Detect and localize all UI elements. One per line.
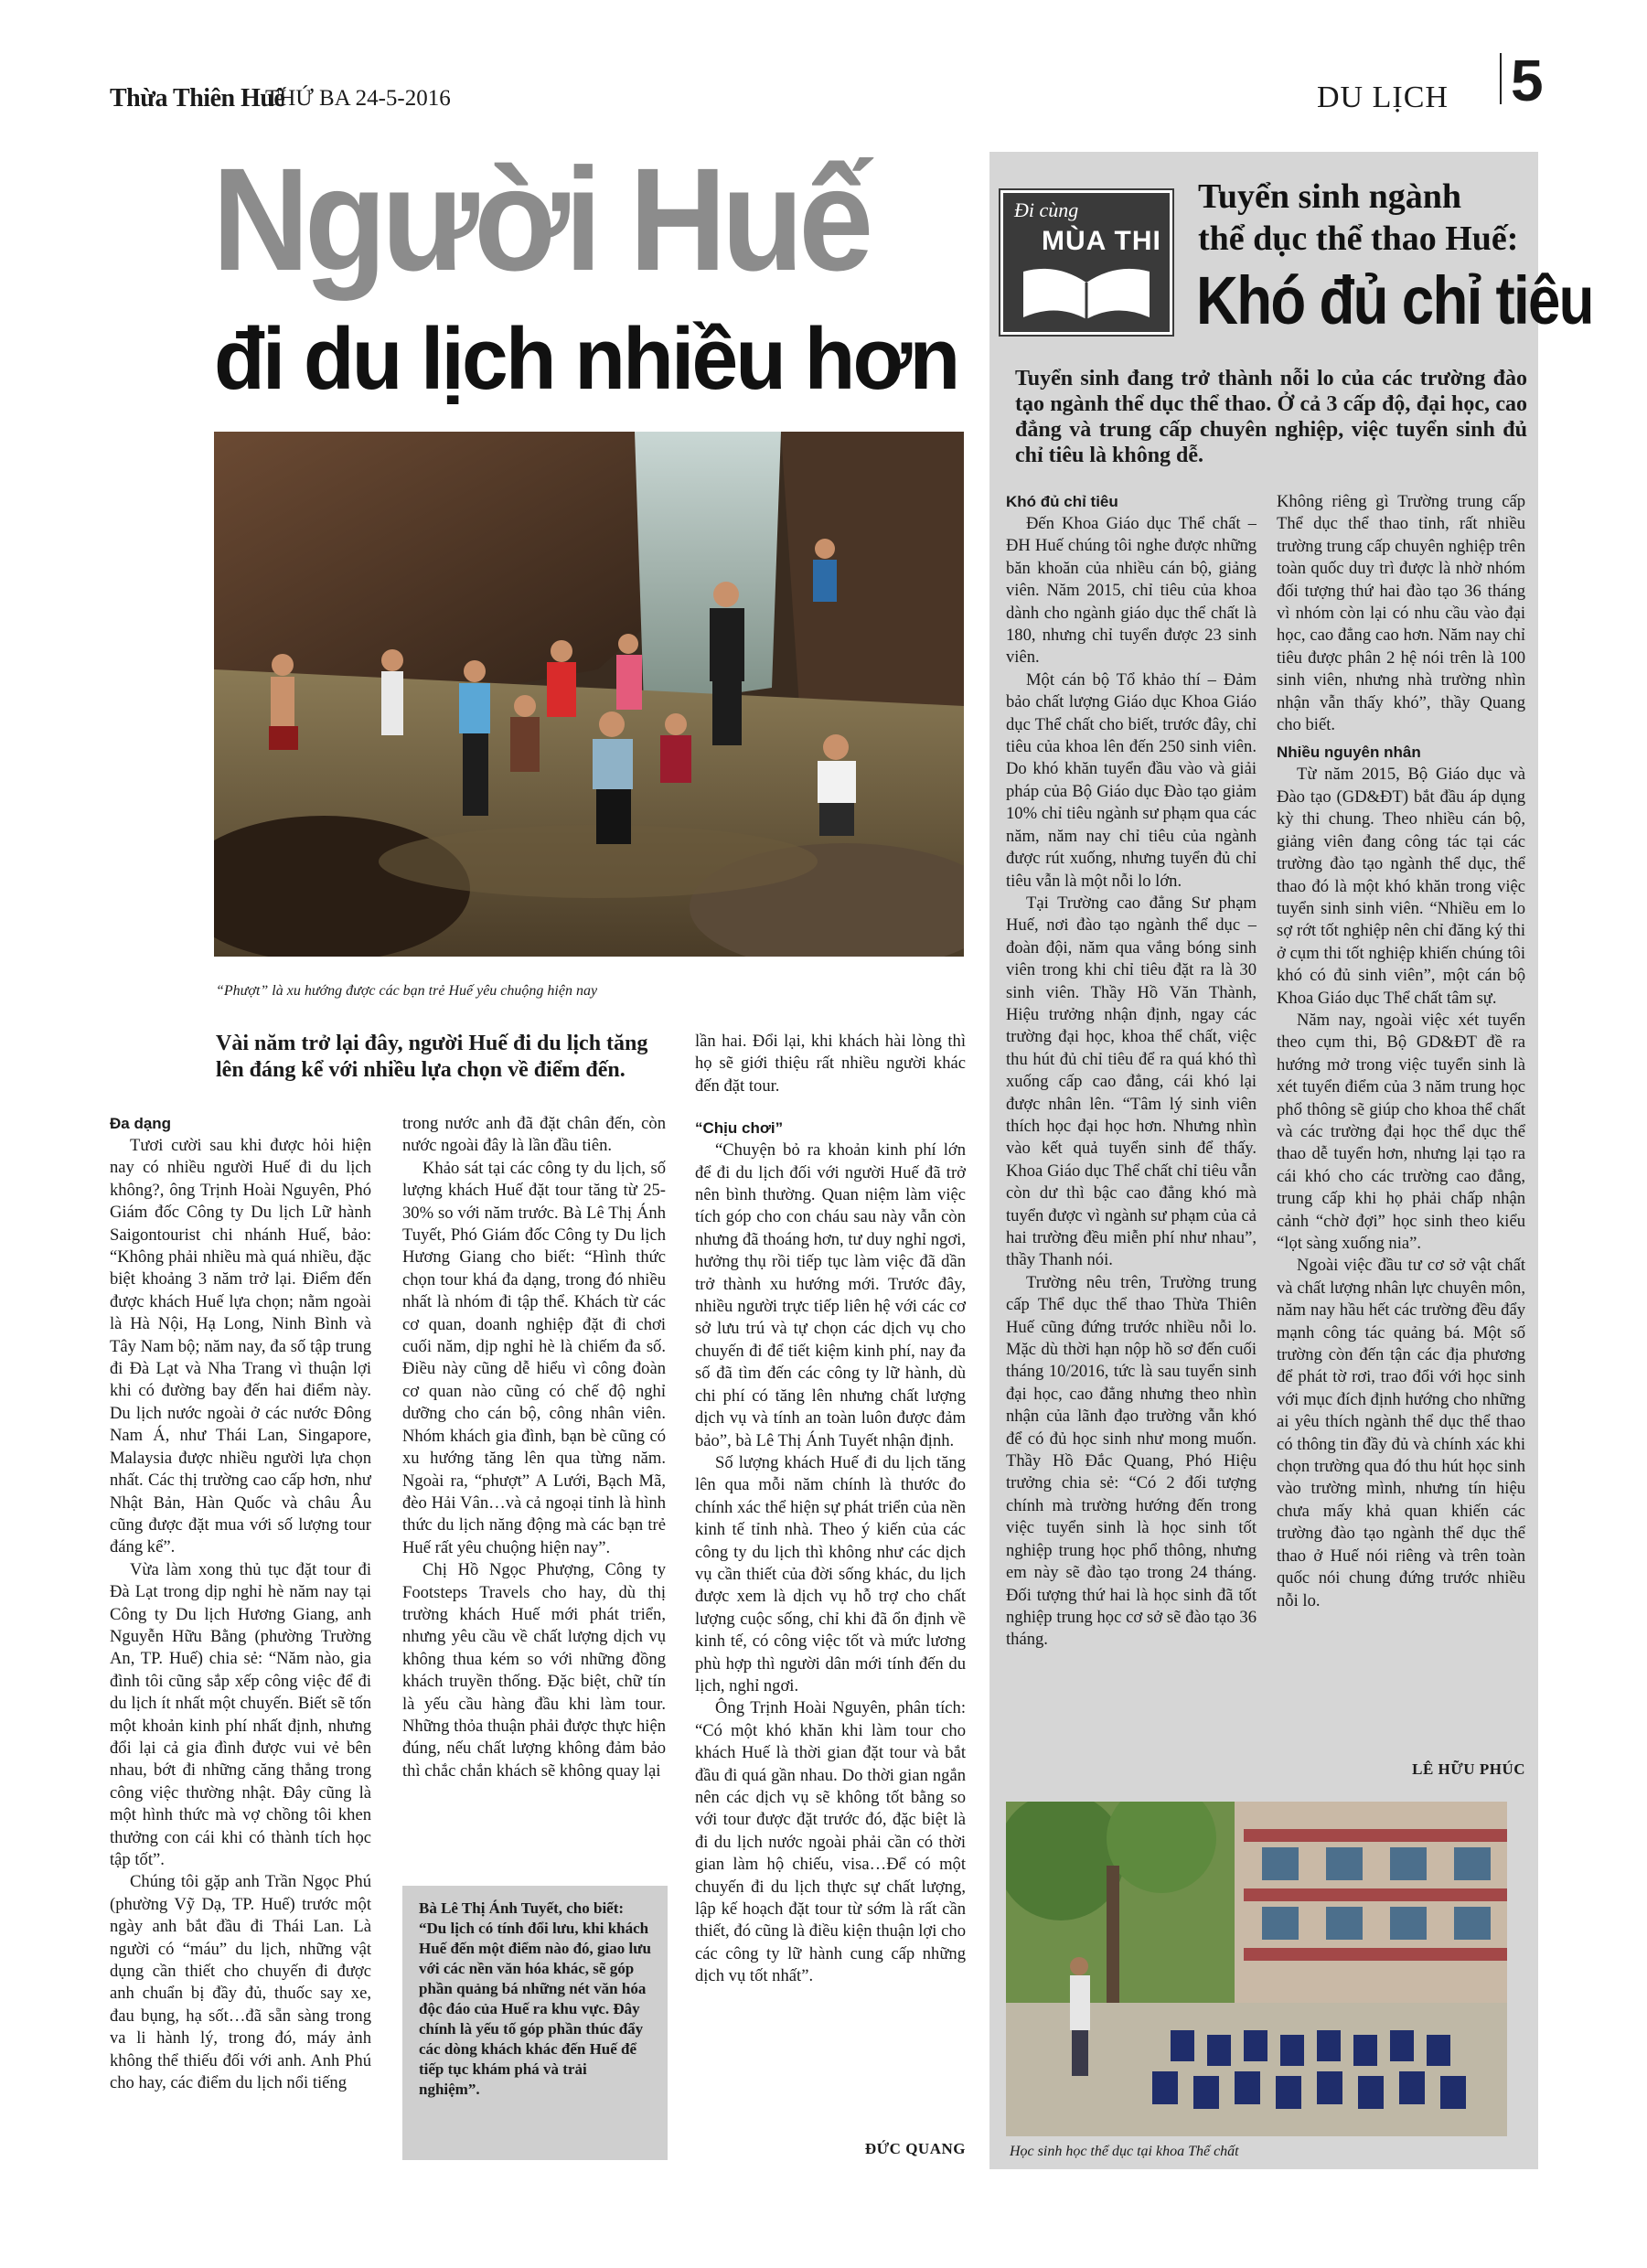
- paragraph: Đến Khoa Giáo dục Thể chất – ĐH Huế chúng tôi nghe được những băn khoăn của nhiều cán bộ, giảng viên. Năm 2015, chỉ tiêu của khoa dành cho ngành giáo dục thể chất là 180, nhưng chỉ tuyển được 23 sinh viên.: [1006, 514, 1257, 668]
- subheading-chiu-choi: “Chịu chơi”: [695, 1119, 784, 1138]
- headline-line2: đi du lịch nhiều hơn: [214, 310, 958, 408]
- subheading-da-dang: Đa dạng: [110, 1115, 172, 1132]
- right-title-big: Khó đủ chỉ tiêu: [1196, 262, 1593, 338]
- paragraph: Từ năm 2015, Bộ Giáo dục và Đào tạo (GD&ĐT) bắt đầu áp dụng kỳ thi chung. Theo nhiều cán bộ, giảng viên đang công tác tại các trường đào tạo ngành thể dục, thể thao đó là một khó khăn trong việc tuyển sinh sinh viên. “Nhiều em lo sợ rớt tốt nghiệp nên chỉ đăng ký thi ở cụm thi tốt nghiệp khiến chúng tôi khó có đủ sinh viên”, một cán bộ Khoa Giáo dục Thể chất tâm sự.: [1277, 765, 1525, 1008]
- students-schoolyard-photo: [1006, 1802, 1507, 2136]
- subheading-nhieu-nguyen-nhan: Nhiều nguyên nhân: [1277, 744, 1421, 762]
- right-title-line1: Tuyển sinh ngành: [1198, 177, 1462, 216]
- subheading-kho-du-chi-tieu: Khó đủ chỉ tiêu: [1006, 493, 1118, 510]
- paragraph: Khảo sát tại các công ty du lịch, số lượng khách Huế đặt tour tăng từ 25-30% so với năm trước. Bà Lê Thị Ánh Tuyết, Phó Giám đốc Công ty Du lịch Hương Giang cho biết: “Hình thức chọn tour khá đa dạng, trong đó nhiều nhất là nhóm đi tập thể. Khách từ các cơ quan, doanh nghiệp đặt đi chơi cuối năm, dịp nghỉ hè là chiếm đa số. Điều này cũng dễ hiểu vì công đoàn cơ quan nào cũng có chế độ nghỉ dưỡng cho cán bộ, công nhân viên. Nhóm khách gia đình, bạn bè cũng có xu hướng tăng lên qua từng năm. Ngoài ra, “phượt” A Lưới, Bạch Mã, đèo Hải Vân…và cả ngoại tỉnh là hình thức du lịch năng động mà các bạn trẻ Huế rất yêu chuộng hiện nay”.: [402, 1158, 666, 1557]
- paragraph: Ngoài việc đầu tư cơ sở vật chất và chất lượng nhân lực chuyên môn, năm nay hầu hết các trường đều đẩy mạnh công tác quảng bá. Một số trường còn đến tận các địa phương để phát tờ rơi, trao đổi với học sinh với mục đích định hướng cho những ai yêu thích ngành thể dục thể thao có thông tin đầy đủ và chính xác khi chọn trường qua đó thu hút học sinh vào trường mình, nhưng tín hiệu chưa mấy khả quan khiến các trường đào tạo ngành thể dục thể thao ở Huế nói riêng và trên toàn quốc nói chung đứng trước nhiều nỗi lo.: [1277, 1256, 1525, 1610]
- left-lead: Vài năm trở lại đây, người Huế đi du lịch tăng lên đáng kể với nhiều lựa chọn về điểm đến.: [216, 1032, 648, 1082]
- paragraph: Chị Hồ Ngọc Phượng, Công ty Footsteps Travels cho hay, dù thị trường khách Huế mới phát triển, nhưng yêu cầu về chất lượng dịch vụ không thua kém so với những đồng khách truyền thống. Đặc biệt, chữ tín là yếu cầu hàng đầu khi làm tour. Những thỏa thuận phải được thực hiện đúng, nếu chất lượng không đảm bảo thì chắc chắn khách sẽ không quay lại: [402, 1560, 666, 1781]
- right-lead: Tuyển sinh đang trở thành nỗi lo của các trường đào tạo ngành thể dục thể thao. Ở cả 3 cấp độ, đại học, cao đẳng và trung cấp chuyên nghiệp, việc tuyển sinh đủ chỉ tiêu là không dễ.: [1015, 367, 1527, 467]
- paragraph: trong nước anh đã đặt chân đến, còn nước ngoài đây là lần đầu tiên.: [402, 1114, 666, 1156]
- paragraph: Chúng tôi gặp anh Trần Ngọc Phú (phường Vỹ Dạ, TP. Huế) trước một ngày anh bắt đầu đi Thái Lan. Là người có “máu” du lịch, những vật dụng cần thiết cho chuyến đi được anh chuẩn bị đầy đủ, thuốc say xe, đau bụng, hạ sốt…đã sẵn sàng trong va li hành lý, trong đó, máy ảnh không thể thiếu đối với anh. Anh Phú cho hay, các điểm du lịch nổi tiếng: [110, 1872, 371, 2093]
- logo-top-text: Đi cùng: [1014, 198, 1079, 221]
- paragraph: Năm nay, ngoài việc xét tuyển theo cụm thi, Bộ GD&ĐT đề ra hướng mở trong việc tuyển sinh là xét tuyển điểm của 3 năm trung học phổ thông sẽ giúp cho khoa thể chất và các trường đại học thể dục thể thao dễ tuyển hơn, nhưng lại tạo ra cái khó cho các trường cao đẳng, trung cấp khi họ phải chấp nhận cảnh “chờ đợi” học sinh theo kiểu “lọt sàng xuống nia”.: [1277, 1010, 1525, 1253]
- left-col2: [402, 1113, 666, 1858]
- byline-right: LÊ HỮU PHÚC: [1412, 1760, 1525, 1778]
- page-number: 5: [1511, 48, 1544, 113]
- left-col1: [110, 1113, 371, 2174]
- quote-text: Bà Lê Thị Ánh Tuyết, cho biết: “Du lịch có tính đổi lưu, khi khách Huế đến một điểm nào đó, giao lưu với các nền văn hóa khác, sẽ góp phần quảng bá những nét văn hóa độc đáo của Huế ra khu vực. Đây chính là yếu tố góp phần thúc đẩy các dòng khách khác đến Huế để tiếp tục khám phá và trải nghiệm”.: [419, 1899, 651, 2098]
- paragraph: Tươi cười sau khi được hỏi hiện nay có nhiều người Huế đi du lịch không?, ông Trịnh Hoài Nguyên, Phó Giám đốc Công ty Du lịch Lữ hành Saigontourist chi nhánh Huế, bảo: “Không phải nhiều mà quá nhiều, đặc biệt khoảng 3 năm trở lại. Điểm đến được khách Huế lựa chọn; nằm ngoài là Hà Nội, Hạ Long, Ninh Bình và Tây Nam bộ; năm nay, đa số tập trung đi Đà Lạt và Nha Trang vì thuận lợi khi có đường bay đến hai điểm này. Du lịch nước ngoài ở các nước Đông Nam Á, như Thái Lan, Singapore, Malaysia được nhiều người lựa chọn nhất. Các thị trường cao cấp hơn, như Nhật Bản, Hàn Quốc và châu Âu cũng được đặt mua với số lượng tour đáng kể”.: [110, 1136, 371, 1557]
- paragraph: Vừa làm xong thủ tục đặt tour đi Đà Lạt trong dịp nghỉ hè năm nay tại Công ty Du lịch Hương Giang, anh Nguyễn Hữu Bằng (phường Trường An, TP. Huế) chia sẻ: “Năm nào, gia đình tôi cũng sắp xếp công việc để đi du lịch ít nhất một chuyến. Biết sẽ tốn một khoản kinh phí nhất định, nhưng đổi lại cả gia đình được vui vẻ bên nhau, bớt đi những căng thẳng trong công việc thường nhật. Đây cũng là một hình thức mà vợ chồng tôi khen thưởng con cái khi có thành tích học tập tốt”.: [110, 1559, 371, 1869]
- left-col3: [695, 1031, 966, 2110]
- headline-line1: Người Huế: [212, 137, 869, 301]
- right-col2: [1277, 491, 1525, 1744]
- right-title-line2: thể dục thể thao Huế:: [1198, 219, 1519, 258]
- open-book-icon: [1020, 264, 1153, 321]
- paragraph: Trường nêu trên, Trường trung cấp Thể dục thể thao Thừa Thiên Huế cũng đứng trước nhiều nỗi lo. Mặc dù thời hạn nộp hồ sơ đến cuối tháng 10/2016, tức là sau tuyển sinh đại học, cao đẳng nhưng theo nhìn nhận của lãnh đạo trường vẫn khó để có đủ học sinh như mong muốn. Thầy Hồ Đắc Quang, Phó Hiệu trưởng chia sẻ: “Có 2 đối tượng chính mà trường hướng đến trong việc tuyển sinh là học sinh tốt nghiệp trung học phổ thông, nhưng em này sẽ đào tạo trong 24 tháng. Đối tượng thứ hai là học sinh đã tốt nghiệp trung học cơ sở sẽ đào tạo 36 tháng.: [1006, 1272, 1257, 1650]
- photo-caption-right: Học sinh học thể dục tại khoa Thể chất: [1010, 2144, 1239, 2159]
- paragraph: “Chuyện bỏ ra khoản kinh phí lớn để đi du lịch đối với người Huế đã trở nên bình thường. Quan niệm làm việc tích góp cho con cháu sau này vẫn còn nhưng đã thoáng hơn, tư duy nghỉ ngơi, hưởng thụ rồi tiếp tục làm việc đã dần trở thành xu hướng mới. Trước đây, nhiều người trực tiếp liên hệ với các cơ sở lưu trú và tự chọn các dịch vụ cho chuyến đi để tiết kiệm kinh phí, nay đa số đã tìm đến các công ty lữ hành, dù chi phí có tăng lên nhưng chất lượng dịch vụ và tính an toàn luôn được đảm bảo”, bà Lê Thị Ánh Tuyết nhận định.: [695, 1140, 966, 1450]
- paper-name: Thừa Thiên Huế: [110, 84, 285, 112]
- paragraph: Một cán bộ Tổ khảo thí – Đảm bảo chất lượng Giáo dục Khoa Giáo dục Thể chất cho biết, trước đây, chỉ tiêu của khoa lên đến 250 sinh viên. Do khó khăn tuyển đầu vào và giải pháp của Bộ Giáo dục Đào tạo giảm 10% chỉ tiêu ngành sư phạm qua các năm, năm nay chỉ tiêu của ngành được rút xuống, nhưng tuyển đủ chỉ tiêu vẫn là một nỗi lo lớn.: [1006, 669, 1257, 891]
- issue-date: THỨ BA 24-5-2016: [265, 86, 451, 111]
- photo-caption-left: “Phượt” là xu hướng được các bạn trẻ Huế yêu chuộng hiện nay: [216, 983, 598, 999]
- paragraph: Không riêng gì Trường trung cấp Thể dục thể thao tỉnh, rất nhiều trường trung cấp chuyên nghiệp trên toàn quốc duy trì được là nhờ nhóm đối tượng thứ hai đào tạo 36 tháng vì nhóm còn lại có nhu cầu vào đại học, cao đẳng cao hơn. Năm nay chỉ tiêu được phân 2 hệ nói trên là 100 sinh viên, nhưng nhà trường nhìn nhận vẫn thấy khó”, thầy Quang cho biết.: [1277, 492, 1525, 735]
- paragraph: Tại Trường cao đẳng Sư phạm Huế, nơi đào tạo ngành thể dục – đoàn đội, năm qua vắng bóng sinh viên trong khi chỉ tiêu đặt ra là 30 sinh viên. Thầy Hồ Văn Thành, Hiệu trưởng nhận định, ngay các trường đại học, khoa thể chất, việc thu hút đủ chỉ tiêu để ra quá khó thì xuống cấp cao đẳng, cái khó lại được nhân lên. “Tâm lý sinh viên thích học đại học hơn. Nhưng nhìn vào kết quả tuyển sinh để thấy. Khoa Giáo dục Thể chất chỉ tiêu vẫn còn dư thì bậc cao đẳng khó mà tuyển được vì ngành sư phạm của cả hai trường đều miễn phí như nhau”, thầy Thanh nói.: [1006, 893, 1257, 1270]
- paragraph: lần hai. Đổi lại, khi khách hài lòng thì họ sẽ giới thiệu rất nhiều người khác đến đặt tour.: [695, 1032, 966, 1096]
- paragraph: Số lượng khách Huế đi du lịch tăng lên qua mỗi năm chính là thước đo chính xác thể hiện sự phát triển của nền kinh tế tỉnh nhà. Theo ý kiến của các công ty du lịch thì không như các dịch vụ cần thiết của đời sống khác, du lịch được xem là dịch vụ hỗ trợ cho chất lượng cuộc sống, chỉ khi đã ổn định về kinh tế, có công việc tốt và mức lương phù hợp thì người dân mới tính đến du lịch, nghỉ ngơi.: [695, 1452, 966, 1696]
- right-col1: [1006, 491, 1257, 1790]
- quote-box: [402, 1886, 668, 2160]
- logo-mid-text: MÙA THI: [1042, 226, 1161, 256]
- paragraph: Ông Trịnh Hoài Nguyên, phân tích: “Có một khó khăn khi làm tour cho khách Huế là thời gian đặt tour và bắt đầu đi quá gần nhau. Do thời gian ngắn nên các dịch vụ sẽ không tốt bằng so với tour được đặt trước đó, đặc biệt là đi du lịch nước ngoài phải cần có thời gian làm hộ chiếu, visa…Để có một chuyến đi du lịch thực sự chất lượng, lập kế hoạch đặt tour từ sớm là rất cần thiết, đó cũng là điều kiện thuận lợi cho các công ty lữ hành cung cấp những dịch vụ tốt nhất”.: [695, 1698, 966, 1986]
- di-cung-mua-thi-logo: [1000, 190, 1172, 335]
- byline-left: ĐỨC QUANG: [864, 2140, 966, 2157]
- section-name: DU LỊCH: [1317, 80, 1449, 114]
- header-divider: [1500, 53, 1502, 104]
- waterfall-group-photo: [214, 432, 964, 957]
